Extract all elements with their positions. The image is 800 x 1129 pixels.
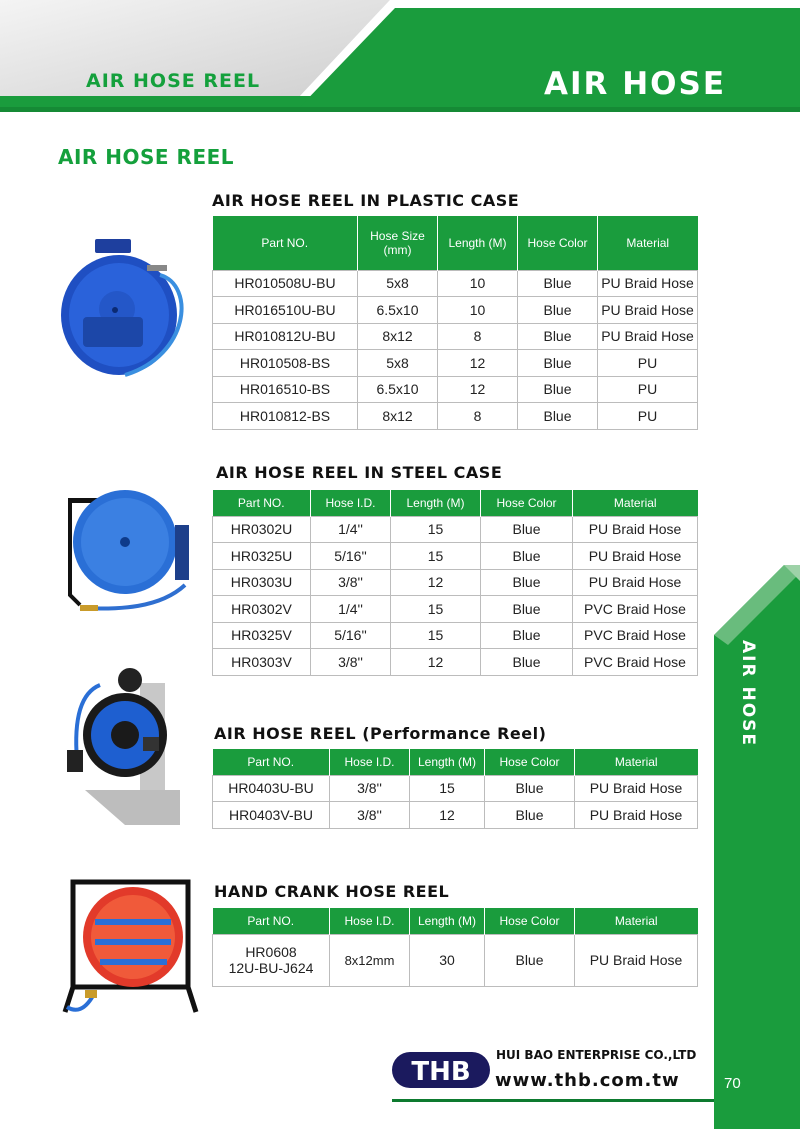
page-number: 70 [724, 1075, 741, 1092]
category-title-hand-crank: HAND CRANK HOSE REEL [214, 882, 450, 901]
table-cell: Blue [485, 934, 575, 986]
table-row [213, 516, 698, 543]
table-cell: PVC Braid Hose [573, 596, 698, 623]
column-header: Length (M) [391, 490, 481, 516]
table-cell: HR0302V [213, 596, 311, 623]
table-cell: 5x8 [358, 350, 438, 377]
table-cell: 5x8 [358, 270, 438, 297]
table-cell: Blue [485, 775, 575, 802]
hand-crank-table [212, 908, 698, 987]
column-header: Material [575, 908, 698, 934]
table-cell: 3/8'' [330, 802, 410, 829]
steel-case-reel-photo [60, 490, 200, 620]
table-cell: 15 [391, 622, 481, 649]
table-cell: HR0403U-BU [213, 775, 330, 802]
table-cell: 8x12 [358, 403, 438, 430]
table-row [213, 622, 698, 649]
table-cell: 5/16'' [311, 543, 391, 570]
table-cell: HR010812-BS [213, 403, 358, 430]
table-row [213, 323, 698, 350]
table-cell: PVC Braid Hose [573, 622, 698, 649]
table-cell: 8 [438, 403, 518, 430]
column-header: Length (M) [410, 749, 485, 775]
table-cell: 30 [410, 934, 485, 986]
plastic-case-reel-photo [55, 235, 195, 385]
table-row [213, 569, 698, 596]
table-row [213, 775, 698, 802]
column-header: Hose I.D. [330, 908, 410, 934]
table-cell: PU Braid Hose [575, 802, 698, 829]
table-cell: Blue [518, 297, 598, 324]
company-name: HUI BAO ENTERPRISE CO.,LTD [496, 1048, 697, 1062]
table-cell: PU Braid Hose [573, 516, 698, 543]
table-cell: 5/16'' [311, 622, 391, 649]
table-cell: PU Braid Hose [598, 297, 698, 324]
table-cell: HR0302U [213, 516, 311, 543]
table-cell: 12 [391, 649, 481, 676]
table-cell: HR016510-BS [213, 376, 358, 403]
plastic-case-table [212, 216, 698, 430]
table-cell: 15 [391, 516, 481, 543]
table-cell: PU [598, 350, 698, 377]
table-row [213, 649, 698, 676]
table-cell: PVC Braid Hose [573, 649, 698, 676]
table-cell: 3/8'' [311, 649, 391, 676]
table-cell: Blue [481, 543, 573, 570]
table-cell: Blue [481, 649, 573, 676]
table-cell: 15 [391, 543, 481, 570]
table-cell: PU Braid Hose [598, 323, 698, 350]
table-cell: 15 [391, 596, 481, 623]
column-header: Length (M) [410, 908, 485, 934]
category-title-plastic: AIR HOSE REEL IN PLASTIC CASE [212, 191, 520, 210]
table-row [213, 403, 698, 430]
table-cell: HR010812U-BU [213, 323, 358, 350]
column-header: Hose Color [518, 216, 598, 270]
table-cell: HR010508-BS [213, 350, 358, 377]
table-cell: HR0303U [213, 569, 311, 596]
table-row [213, 350, 698, 377]
hand-crank-reel-photo [55, 862, 205, 1022]
table-cell: 15 [410, 775, 485, 802]
table-row [213, 376, 698, 403]
table-cell: PU Braid Hose [598, 270, 698, 297]
header-subtitle: AIR HOSE REEL [86, 70, 261, 92]
column-header: Hose Color [485, 749, 575, 775]
table-cell: HR010508U-BU [213, 270, 358, 297]
page-header [0, 0, 800, 112]
table-cell: HR0325U [213, 543, 311, 570]
header-title: AIR HOSE [544, 66, 726, 102]
column-header: Material [573, 490, 698, 516]
performance-reel-table [212, 749, 698, 829]
table-row [213, 543, 698, 570]
column-header: Material [598, 216, 698, 270]
table-cell: PU [598, 376, 698, 403]
table-cell: Blue [518, 350, 598, 377]
column-header: Part NO. [213, 216, 358, 270]
table-cell: 8x12mm [330, 934, 410, 986]
table-row [213, 270, 698, 297]
table-row [213, 596, 698, 623]
table-cell: HR016510U-BU [213, 297, 358, 324]
table-cell: HR0403V-BU [213, 802, 330, 829]
thb-logo [392, 1048, 492, 1092]
category-title-steel: AIR HOSE REEL IN STEEL CASE [216, 463, 503, 482]
column-header: Hose I.D. [311, 490, 391, 516]
table-row [213, 802, 698, 829]
table-cell: 6.5x10 [358, 376, 438, 403]
table-cell: PU Braid Hose [575, 775, 698, 802]
table-cell: HR0303V [213, 649, 311, 676]
column-header: Length (M) [438, 216, 518, 270]
table-cell: PU [598, 403, 698, 430]
column-header: Part NO. [213, 490, 311, 516]
column-header: Material [575, 749, 698, 775]
sidebar-label: AIR HOSE [738, 640, 758, 748]
logo-text: THB [411, 1057, 471, 1087]
table-cell: PU Braid Hose [575, 934, 698, 986]
table-cell: 10 [438, 270, 518, 297]
footer-divider [392, 1099, 714, 1102]
table-cell: PU Braid Hose [573, 569, 698, 596]
column-header: Hose I.D. [330, 749, 410, 775]
table-cell: 12 [438, 350, 518, 377]
table-cell: HR0325V [213, 622, 311, 649]
performance-reel-photo [55, 665, 190, 830]
table-cell: Blue [481, 596, 573, 623]
column-header: Part NO. [213, 908, 330, 934]
table-cell: 12 [391, 569, 481, 596]
table-cell: 12 [438, 376, 518, 403]
column-header: Hose Color [481, 490, 573, 516]
table-cell: 10 [438, 297, 518, 324]
table-cell: Blue [518, 270, 598, 297]
table-cell: Blue [481, 516, 573, 543]
table-cell: Blue [518, 403, 598, 430]
section-title: AIR HOSE REEL [58, 145, 235, 169]
table-cell: 8 [438, 323, 518, 350]
table-cell: 1/4'' [311, 596, 391, 623]
table-cell: Blue [518, 323, 598, 350]
category-title-performance: AIR HOSE REEL (Performance Reel) [214, 724, 547, 743]
table-cell: 3/8'' [330, 775, 410, 802]
table-cell: 1/4'' [311, 516, 391, 543]
table-row [213, 297, 698, 324]
column-header: Part NO. [213, 749, 330, 775]
table-cell: 12 [410, 802, 485, 829]
table-cell: 8x12 [358, 323, 438, 350]
table-cell: Blue [485, 802, 575, 829]
table-cell: 6.5x10 [358, 297, 438, 324]
column-header: Hose Size (mm) [358, 216, 438, 270]
table-cell: HR0608 12U-BU-J624 [213, 934, 330, 986]
steel-case-table [212, 490, 698, 676]
table-cell: PU Braid Hose [573, 543, 698, 570]
website-link[interactable]: www.thb.com.tw [495, 1070, 680, 1091]
table-row [213, 934, 698, 986]
table-cell: Blue [481, 569, 573, 596]
table-cell: 3/8'' [311, 569, 391, 596]
table-cell: Blue [518, 376, 598, 403]
column-header: Hose Color [485, 908, 575, 934]
table-cell: Blue [481, 622, 573, 649]
